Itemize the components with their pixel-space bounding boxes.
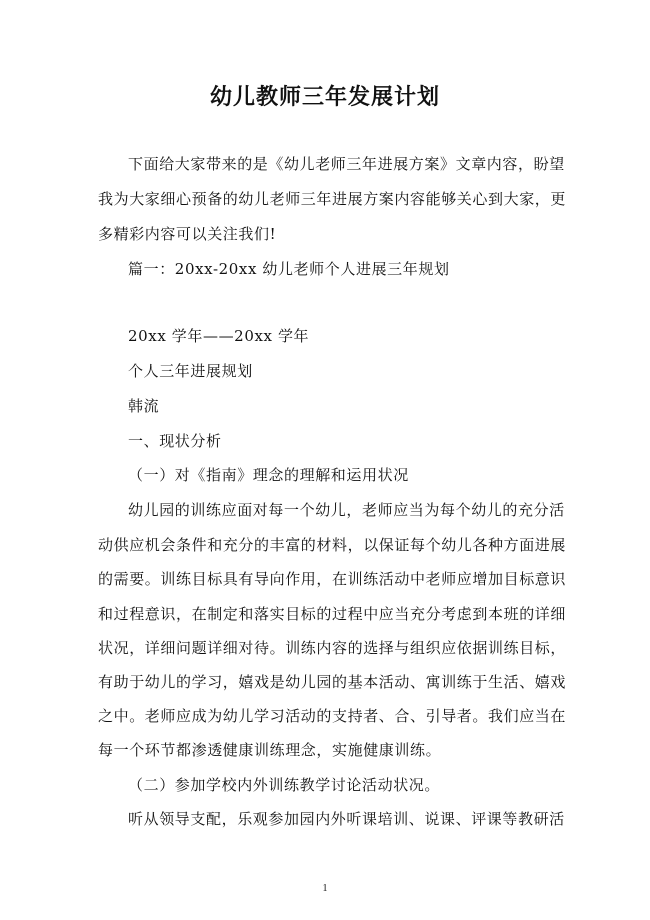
document-title: 幼儿教师三年发展计划 [209,85,440,110]
subsection-heading: （一）对《指南》理念的理解和运用状况 [128,466,409,484]
paragraph-line: 幼儿园的训练应面对每一个幼儿，老师应当为每个幼儿的充分活 [128,501,565,519]
paragraph-line: 下面给大家带来的是《幼儿老师三年进展方案》文章内容，盼望 [128,155,565,173]
paragraph-line: 每一个环节都渗透健康训练理念，实施健康训练。 [98,741,442,759]
paragraph-line: 我为大家细心预备的幼儿老师三年进展方案内容能够关心到大家，更 [98,190,567,208]
paragraph-line: 20xx 学年——20xx 学年 [128,327,310,345]
paragraph-line: 的需要。训练目标具有导向作用，在训练活动中老师应增加目标意识 [98,570,567,588]
paragraph-line: 听从领导支配，乐观参加园内外听课培训、说课、评课等教研活 [128,810,565,828]
author-name: 韩流 [128,397,160,415]
subsection-heading: （二）参加学校内外训练教学讨论活动状况。 [128,776,441,794]
paragraph-line: 状况，详细问题详细对待。训练内容的选择与组织应依据训练目标， [98,639,567,657]
section-heading: 篇一：20xx-20xx 幼儿老师个人进展三年规划 [128,260,450,278]
section-heading: 一、现状分析 [128,432,222,450]
paragraph-line: 多精彩内容可以关注我们! [98,225,277,243]
paragraph-line: 有助于幼儿的学习，嬉戏是幼儿园的基本活动、寓训练于生活、嬉戏 [98,673,567,691]
paragraph-line: 之中。老师应成为幼儿学习活动的支持者、合、引导者。我们应当在 [98,707,567,725]
paragraph-line: 个人三年进展规划 [128,362,253,380]
paragraph-line: 和过程意识，在制定和落实目标的过程中应当充分考虑到本班的详细 [98,605,567,623]
paragraph-line: 动供应机会条件和充分的丰富的材料，以保证每个幼儿各种方面进展 [98,536,567,554]
page-number: 1 [322,883,328,894]
